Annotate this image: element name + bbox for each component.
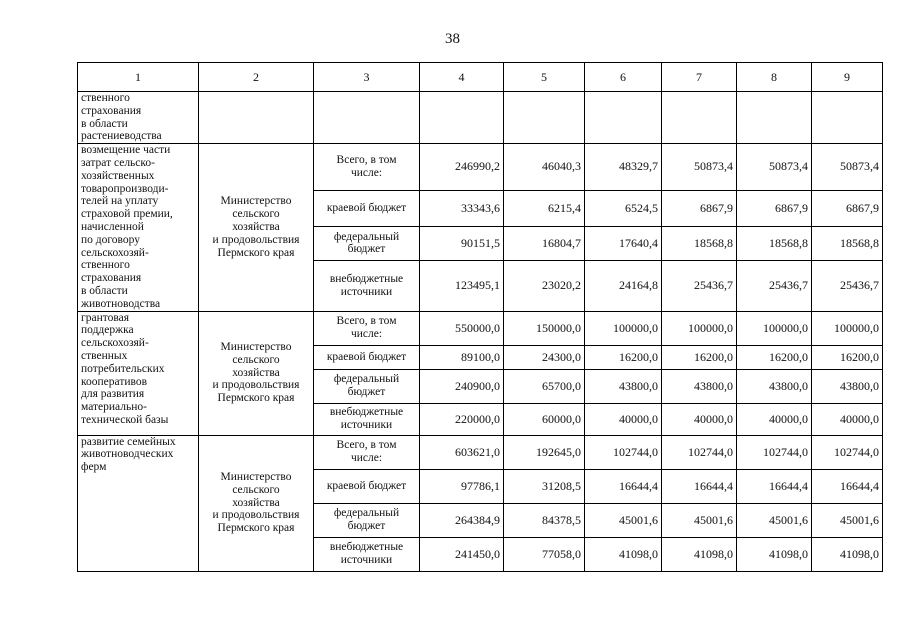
value-cell: 220000,0 <box>420 403 504 435</box>
value-cell: 18568,8 <box>662 226 737 260</box>
table-row <box>78 435 883 469</box>
name-line: растениеводства <box>81 130 162 143</box>
name-line: для развития <box>81 388 145 401</box>
name-line: в области <box>81 284 128 297</box>
responsible-line: Пермского края <box>217 392 295 405</box>
value-cell: 40000,0 <box>737 403 812 435</box>
value-cell: 65700,0 <box>504 369 585 403</box>
value-cell: 77058,0 <box>504 537 585 571</box>
source-line: источники <box>340 554 393 567</box>
responsible-line: хозяйства <box>232 496 280 509</box>
name-line: по договору <box>81 233 141 246</box>
value-cell: 603621,0 <box>420 435 504 469</box>
source-line: бюджет <box>347 243 386 256</box>
value-cell: 16200,0 <box>662 345 737 369</box>
name-line: технической базы <box>81 413 169 426</box>
value-cell: 25436,7 <box>737 261 812 311</box>
funding-source-cell <box>314 537 420 571</box>
value-cell: 45001,6 <box>737 503 812 537</box>
responsible-line: сельского <box>232 208 280 221</box>
value-cell: 246990,2 <box>420 144 504 190</box>
value-cell: 241450,0 <box>420 537 504 571</box>
value-cell: 40000,0 <box>662 403 737 435</box>
responsible-cell <box>199 435 314 571</box>
responsible-line: Министерство <box>220 471 292 484</box>
value-cell: 16200,0 <box>585 345 662 369</box>
value-cell: 6215,4 <box>504 190 585 226</box>
empty-cell <box>314 92 420 144</box>
funding-source-cell <box>314 403 420 435</box>
name-line: развитие семейных <box>81 435 176 448</box>
value-cell: 43800,0 <box>737 369 812 403</box>
name-line: начисленной <box>81 220 144 233</box>
name-line: животноводства <box>81 297 161 310</box>
value-cell: 18568,8 <box>812 226 883 260</box>
responsible-cell <box>199 311 314 435</box>
responsible-line: хозяйства <box>232 366 280 379</box>
column-header: 2 <box>199 63 314 92</box>
activity-name-cell <box>78 144 199 311</box>
value-cell: 100000,0 <box>812 311 883 345</box>
header-row <box>78 63 883 92</box>
value-cell: 24300,0 <box>504 345 585 369</box>
value-cell: 46040,3 <box>504 144 585 190</box>
value-cell: 102744,0 <box>662 435 737 469</box>
column-header: 1 <box>78 63 199 92</box>
value-cell: 16644,4 <box>662 469 737 503</box>
value-cell: 25436,7 <box>662 261 737 311</box>
name-line: потребительских <box>81 362 165 375</box>
value-cell: 24164,8 <box>585 261 662 311</box>
column-header: 4 <box>420 63 504 92</box>
name-line: ферм <box>81 461 107 474</box>
source-line: Всего, в том <box>336 439 397 452</box>
responsible-cell <box>199 144 314 311</box>
source-line: Всего, в том <box>336 154 397 167</box>
table-body <box>78 63 883 572</box>
source-line: источники <box>340 285 393 298</box>
value-cell: 60000,0 <box>504 403 585 435</box>
value-cell: 50873,4 <box>737 144 812 190</box>
funding-source-cell <box>314 261 420 311</box>
budget-table <box>77 62 883 572</box>
responsible-line: сельского <box>232 483 280 496</box>
funding-source-cell <box>314 345 420 369</box>
funding-source-cell <box>314 503 420 537</box>
value-cell: 100000,0 <box>662 311 737 345</box>
responsible-line: сельского <box>232 353 280 366</box>
empty-cell <box>504 92 585 144</box>
value-cell: 41098,0 <box>737 537 812 571</box>
value-cell: 16200,0 <box>812 345 883 369</box>
page-number: 38 <box>445 31 460 47</box>
source-line: внебюджетные <box>329 541 404 554</box>
responsible-line: и продовольствия <box>212 379 300 392</box>
source-line: федеральный <box>333 230 400 243</box>
name-line: товаропроизводи- <box>81 182 169 195</box>
source-line: Всего, в том <box>336 315 397 328</box>
value-cell: 16644,4 <box>812 469 883 503</box>
source-line: бюджет <box>347 386 386 399</box>
funding-source-cell <box>314 469 420 503</box>
empty-cell <box>199 92 314 144</box>
value-cell: 43800,0 <box>662 369 737 403</box>
name-line: страховой премии, <box>81 208 173 221</box>
value-cell: 50873,4 <box>812 144 883 190</box>
value-cell: 40000,0 <box>585 403 662 435</box>
source-line: краевой бюджет <box>326 350 407 363</box>
source-line: числе: <box>350 166 383 179</box>
responsible-line: Министерство <box>220 195 292 208</box>
value-cell: 6867,9 <box>662 190 737 226</box>
value-cell: 16644,4 <box>585 469 662 503</box>
value-cell: 23020,2 <box>504 261 585 311</box>
value-cell: 48329,7 <box>585 144 662 190</box>
name-line: возмещение части <box>81 144 171 157</box>
value-cell: 102744,0 <box>585 435 662 469</box>
name-line: кооперативов <box>81 375 148 388</box>
value-cell: 50873,4 <box>662 144 737 190</box>
continuation-row <box>78 92 883 144</box>
name-line: грантовая <box>81 311 130 324</box>
source-line: федеральный <box>333 373 400 386</box>
value-cell: 240900,0 <box>420 369 504 403</box>
empty-cell <box>585 92 662 144</box>
name-line: хозяйственных <box>81 169 155 182</box>
name-line: материально- <box>81 401 147 414</box>
value-cell: 41098,0 <box>812 537 883 571</box>
source-line: числе: <box>350 328 383 341</box>
source-line: краевой бюджет <box>326 479 407 492</box>
column-header: 7 <box>662 63 737 92</box>
funding-source-cell <box>314 311 420 345</box>
continuation-name-cell <box>78 92 199 144</box>
funding-source-cell <box>314 190 420 226</box>
value-cell: 100000,0 <box>737 311 812 345</box>
value-cell: 102744,0 <box>812 435 883 469</box>
responsible-line: и продовольствия <box>212 233 300 246</box>
value-cell: 97786,1 <box>420 469 504 503</box>
source-line: числе: <box>350 452 383 465</box>
activity-name-cell <box>78 311 199 435</box>
value-cell: 6524,5 <box>585 190 662 226</box>
name-line: животноводческих <box>81 448 174 461</box>
value-cell: 18568,8 <box>737 226 812 260</box>
value-cell: 45001,6 <box>812 503 883 537</box>
name-line: ственных <box>81 349 128 362</box>
responsible-line: Пермского края <box>217 522 295 535</box>
value-cell: 6867,9 <box>737 190 812 226</box>
value-cell: 84378,5 <box>504 503 585 537</box>
column-header: 6 <box>585 63 662 92</box>
value-cell: 16200,0 <box>737 345 812 369</box>
column-header: 3 <box>314 63 420 92</box>
name-line: сельскохозяй- <box>81 246 149 259</box>
empty-cell <box>420 92 504 144</box>
value-cell: 16644,4 <box>737 469 812 503</box>
value-cell: 45001,6 <box>662 503 737 537</box>
funding-source-cell <box>314 369 420 403</box>
column-header: 5 <box>504 63 585 92</box>
source-line: внебюджетные <box>329 273 404 286</box>
value-cell: 25436,7 <box>812 261 883 311</box>
value-cell: 89100,0 <box>420 345 504 369</box>
empty-cell <box>812 92 883 144</box>
empty-cell <box>662 92 737 144</box>
column-header: 9 <box>812 63 883 92</box>
table-row <box>78 311 883 345</box>
value-cell: 90151,5 <box>420 226 504 260</box>
value-cell: 45001,6 <box>585 503 662 537</box>
funding-source-cell <box>314 435 420 469</box>
name-line: сельскохозяй- <box>81 337 149 350</box>
column-header: 8 <box>737 63 812 92</box>
name-line: поддержка <box>81 324 134 337</box>
source-line: федеральный <box>333 507 400 520</box>
value-cell: 123495,1 <box>420 261 504 311</box>
source-line: краевой бюджет <box>326 201 407 214</box>
name-line: страхования <box>81 272 142 285</box>
value-cell: 43800,0 <box>812 369 883 403</box>
value-cell: 31208,5 <box>504 469 585 503</box>
value-cell: 100000,0 <box>585 311 662 345</box>
name-line: телей на уплату <box>81 195 159 208</box>
value-cell: 40000,0 <box>812 403 883 435</box>
value-cell: 41098,0 <box>662 537 737 571</box>
value-cell: 16804,7 <box>504 226 585 260</box>
responsible-line: и продовольствия <box>212 509 300 522</box>
name-line: страхования <box>81 104 142 117</box>
funding-source-cell <box>314 226 420 260</box>
value-cell: 6867,9 <box>812 190 883 226</box>
value-cell: 192645,0 <box>504 435 585 469</box>
value-cell: 33343,6 <box>420 190 504 226</box>
activity-name-cell <box>78 435 199 571</box>
name-line: затрат сельско- <box>81 156 155 169</box>
source-line: внебюджетные <box>329 406 404 419</box>
name-line: ственного <box>81 259 130 272</box>
value-cell: 102744,0 <box>737 435 812 469</box>
name-line: в области <box>81 117 128 130</box>
value-cell: 41098,0 <box>585 537 662 571</box>
source-line: бюджет <box>347 520 386 533</box>
value-cell: 550000,0 <box>420 311 504 345</box>
responsible-line: хозяйства <box>232 220 280 233</box>
value-cell: 43800,0 <box>585 369 662 403</box>
value-cell: 150000,0 <box>504 311 585 345</box>
value-cell: 264384,9 <box>420 503 504 537</box>
name-line: ственного <box>81 92 130 104</box>
source-line: источники <box>340 419 393 432</box>
responsible-line: Министерство <box>220 341 292 354</box>
value-cell: 17640,4 <box>585 226 662 260</box>
table-row <box>78 144 883 190</box>
responsible-line: Пермского края <box>217 246 295 259</box>
empty-cell <box>737 92 812 144</box>
funding-source-cell <box>314 144 420 190</box>
